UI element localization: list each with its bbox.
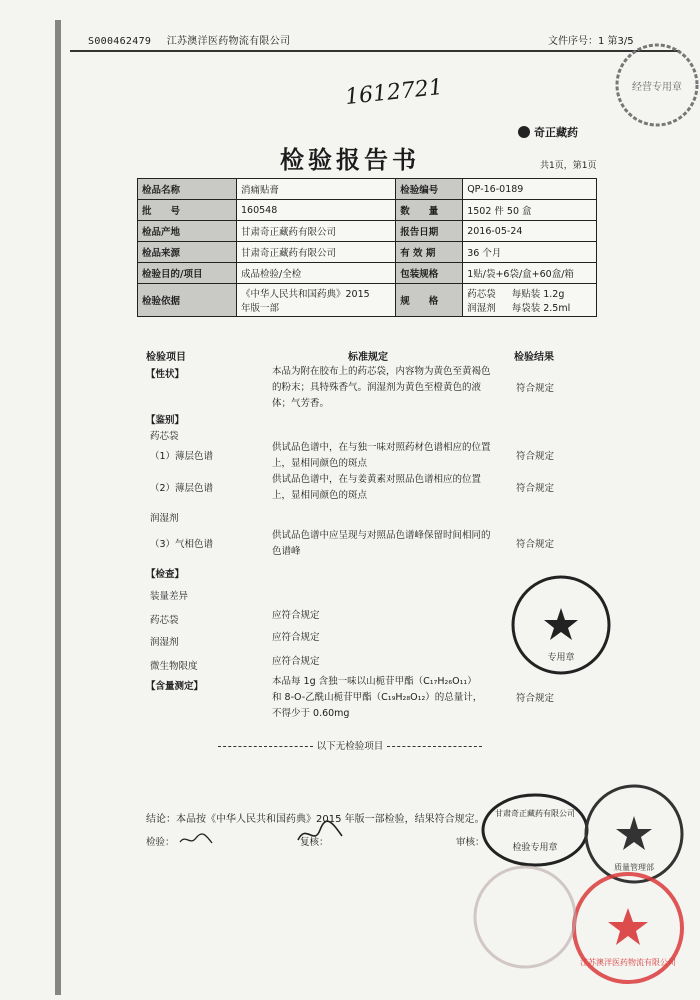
stamp-top-right-text: 经营专用章	[632, 82, 682, 93]
signature	[296, 818, 346, 848]
reviewer-label: 复核：	[300, 837, 329, 848]
batch-value: 160548	[237, 200, 396, 221]
conclusion: 结论：本品按《中华人民共和国药典》2015 年版一部检验，结果符合规定。	[146, 814, 485, 825]
item-appearance: 【性状】	[146, 369, 185, 380]
logo-text: 奇正藏药	[534, 126, 578, 139]
item-loading: 装量差异	[150, 591, 189, 602]
origin-value: 甘肃奇正藏药有限公司	[237, 221, 396, 242]
info-table	[137, 178, 597, 317]
spec-row1-a: 药芯袋	[467, 289, 496, 300]
col-head-result: 检验结果	[514, 352, 554, 363]
item-assay: 【含量测定】	[146, 681, 204, 692]
purpose-label: 检验目的/项目	[138, 263, 237, 284]
validity-label: 有 效 期	[396, 242, 463, 263]
res-appearance: 符合规定	[516, 383, 555, 394]
item-wetting-2: 润湿剂	[150, 637, 179, 648]
col-head-item: 检验项目	[146, 352, 186, 363]
stamp-oval-sub: 检验专用章	[512, 843, 558, 853]
stamp-bottom-right-text: 质量管理部	[614, 863, 654, 872]
report-date: 2016-05-24	[463, 221, 597, 242]
origin-label: 检品产地	[138, 221, 237, 242]
basis-label: 检验依据	[138, 284, 237, 317]
stamp-red	[568, 868, 688, 988]
validity-value: 36 个月	[463, 242, 597, 263]
basis-line-2: 年版一部	[241, 303, 280, 314]
item-tlc-2: （2）薄层色谱	[150, 483, 214, 494]
handwritten-number: 1612721	[343, 74, 445, 111]
spec-row1-b: 每贴装 1.2g	[511, 289, 565, 300]
stamp-middle	[508, 572, 614, 678]
company-name: 江苏澳洋医药物流有限公司	[166, 36, 291, 47]
batch-label: 批 号	[138, 200, 237, 221]
report-date-label: 报告日期	[396, 221, 463, 242]
stamp-red-text: 江苏澳洋医药物流有限公司	[580, 958, 676, 967]
product-name: 消痛贴膏	[237, 179, 396, 200]
stamp-faded	[470, 862, 580, 972]
source-value: 甘肃奇正藏药有限公司	[237, 242, 396, 263]
header-rule	[70, 50, 680, 52]
quantity-label: 数 量	[396, 200, 463, 221]
spec-row2-a: 润湿剂	[467, 303, 496, 314]
basis-value	[237, 284, 396, 317]
item-identify: 【鉴别】	[146, 415, 185, 426]
col-head-standard: 标准规定	[348, 352, 388, 363]
stamp-oval	[480, 792, 590, 868]
auditor-label: 审核：	[456, 837, 485, 848]
inspector-signature	[178, 832, 214, 848]
std-tlc-2: 供试品色谱中，在与姜黄素对照品色谱相应的位置上，显相同颜色的斑点	[272, 474, 482, 501]
spec-label: 规 格	[396, 284, 463, 317]
std-gc-3: 供试品色谱中应呈现与对照品色谱峰保留时间相同的色谱峰	[272, 530, 491, 557]
page-info: 共1页，第1页	[540, 161, 597, 171]
std-microbe: 应符合规定	[272, 656, 320, 667]
product-name-label: 检品名称	[138, 179, 237, 200]
quantity-value: 1502 件 50 盒	[463, 200, 597, 221]
packing-value: 1贴/袋+6袋/盒+60盒/箱	[463, 263, 597, 284]
std-wetting-2: 应符合规定	[272, 632, 320, 643]
std-core-bag-2: 应符合规定	[272, 610, 320, 621]
std-assay-line-1: 本品每 1g 含独一味以山栀苷甲酯（C₁₇H₂₆O₁₁）	[272, 676, 477, 687]
page-title: 检验报告书	[280, 145, 420, 174]
item-gc-3: （3）气相色谱	[150, 539, 214, 550]
stamp-oval-text: 甘肃奇正藏药有限公司	[495, 809, 575, 818]
report-no: QP-16-0189	[463, 179, 597, 200]
res-assay: 符合规定	[516, 693, 555, 704]
stamp-top-right	[612, 40, 700, 130]
std-tlc-1: 供试品色谱中，在与独一味对照药材色谱相应的位置上，显相同颜色的斑点	[272, 442, 491, 469]
res-gc-3: 符合规定	[516, 539, 555, 550]
file-number: 文件序号：1 第3/5	[548, 36, 634, 47]
end-note: 以下无检验项目	[0, 738, 700, 752]
basis-line-1: 《中华人民共和国药典》2015	[241, 289, 370, 300]
item-core-bag-2: 药芯袋	[150, 615, 179, 626]
res-tlc-2: 符合规定	[516, 483, 555, 494]
company-logo	[518, 124, 578, 140]
std-appearance: 本品为附在胶布上的药芯袋，内容物为黄色至黄褐色的粉末；具特殊香气。润湿剂为黄色至橙黄色的液体；气芳香。	[272, 366, 491, 409]
item-wetting: 润湿剂	[150, 513, 179, 524]
std-assay-line-3: 不得少于 0.60mg	[272, 708, 350, 719]
item-core-bag: 药芯袋	[150, 431, 179, 442]
stamp-middle-text: 专用章	[547, 653, 575, 663]
std-assay	[272, 674, 532, 722]
inspector-label: 检验：	[146, 837, 175, 848]
logo-icon	[518, 126, 530, 138]
item-check: 【检查】	[146, 569, 185, 580]
doc-header	[88, 32, 290, 47]
report-no-label: 检验编号	[396, 179, 463, 200]
item-microbe: 微生物限度	[150, 661, 198, 672]
spec-value	[463, 284, 597, 317]
spec-row2-b: 每袋装 2.5ml	[511, 303, 571, 314]
item-tlc-1: （1）薄层色谱	[150, 451, 214, 462]
source-label: 检品来源	[138, 242, 237, 263]
doc-code: S000462479	[88, 36, 152, 47]
purpose-value: 成品检验/全检	[237, 263, 396, 284]
std-assay-line-2: 和 8-O-乙酰山栀苷甲酯（C₁₉H₂₈O₁₂）的总量计，	[272, 692, 483, 703]
packing-label: 包装规格	[396, 263, 463, 284]
res-tlc-1: 符合规定	[516, 451, 555, 462]
